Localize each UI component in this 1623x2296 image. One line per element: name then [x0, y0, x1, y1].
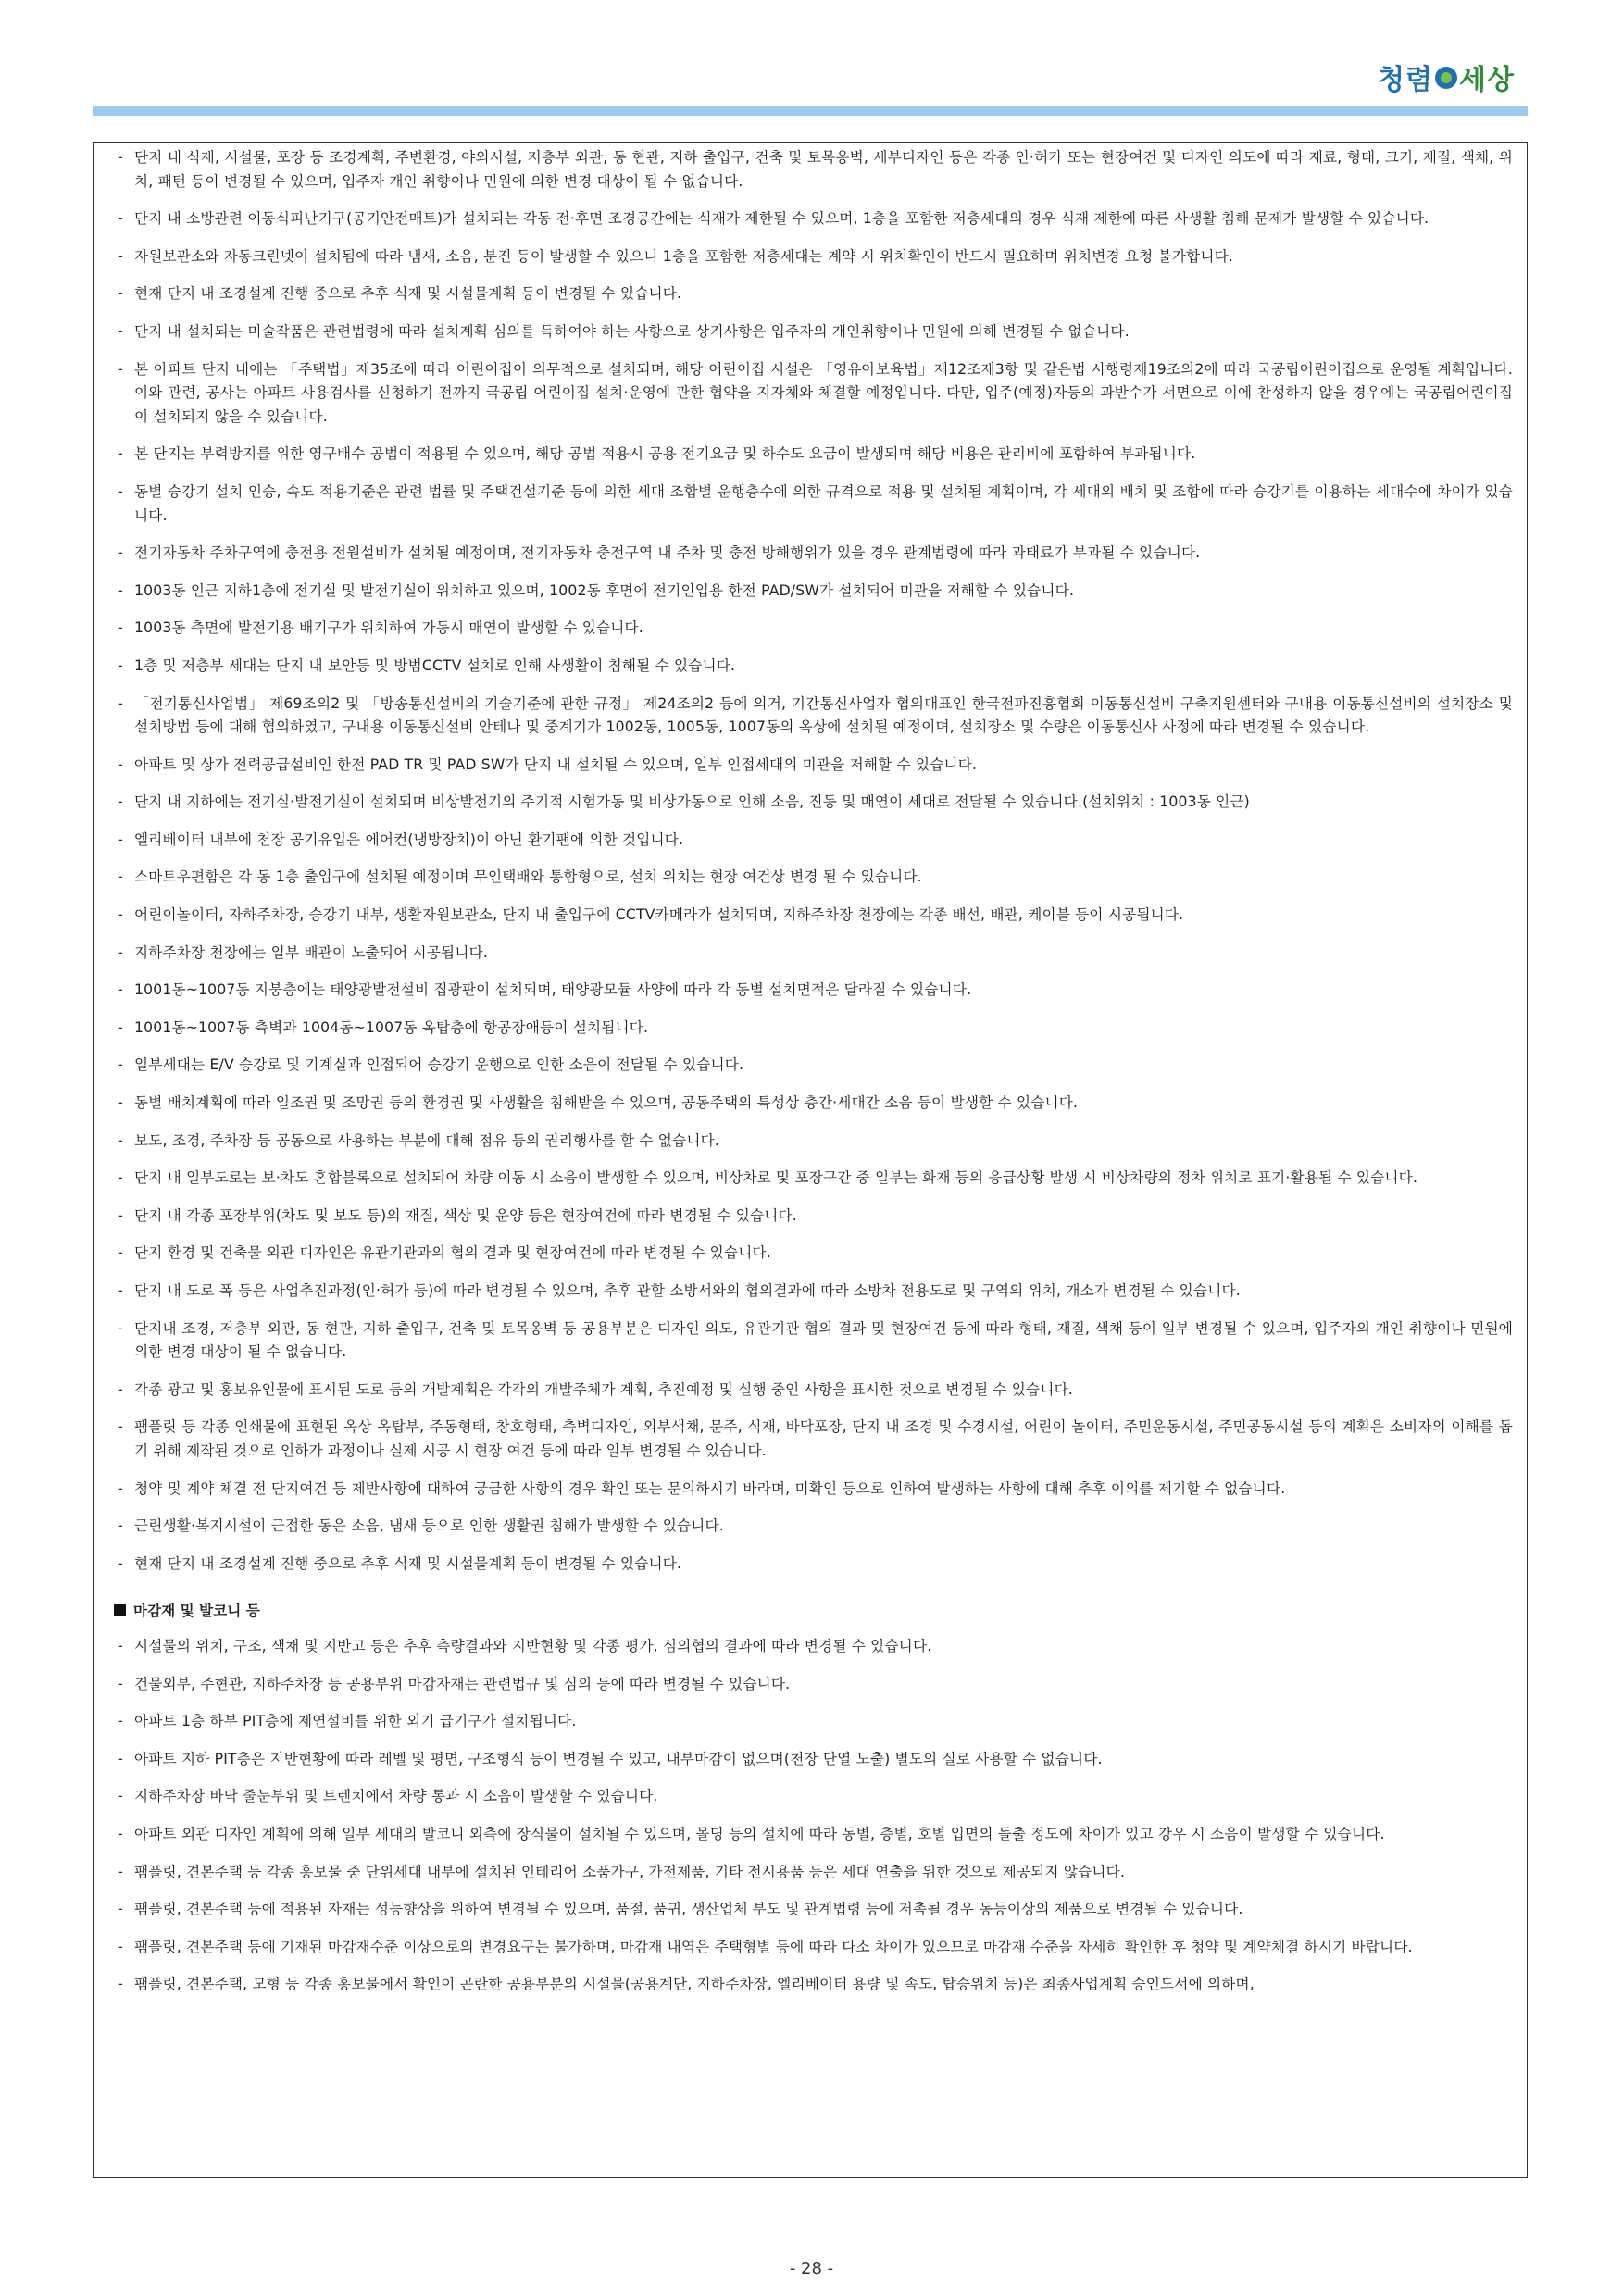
notice-item: - 단지 내 식재, 시설물, 포장 등 조경계획, 주변환경, 야외시설, 저층부 외관, 동 현관, 지하 출입구, 건축 및 토목옹벽, 세부디자인 등은 각종 인·허가 또는 현장여건 및 디자인 의도에 따라 재료, 형태, 크기, 재질, 색채, 위치, 패턴 등이 변경될 수 있으며, 입주자 개인 취향이나 민원에 의한 변경 대상이 될 수 없습니다.: [108, 146, 1513, 193]
notice-item: - 단지 내 도로 폭 등은 사업추진과정(인‧허가 등)에 따라 변경될 수 있으며, 추후 관할 소방서와의 협의결과에 따라 소방차 전용도로 및 구역의 위치, 개소가 변경될 수 있습니다.: [108, 1279, 1513, 1304]
notice-list: [108, 146, 1513, 1576]
notice-item: - 「전기통신사업법」 제69조의2 및 「방송통신설비의 기술기준에 관한 규정」 제24조의2 등에 의거, 기간통신사업자 협의대표인 한국전파진흥협회 이동통신설비 구축지원센터와 구내용 이동통신설비의 설치장소 및 설치방법 등에 대해 협의하였고, 구내용 이동통신설비 안테나 및 중계기가 1002동, 1005동, 1007동의 옥상에 설치될 예정이며, 설치장소 및 수량은 이동통신사 사정에 따라 변경될 수 있습니다.: [108, 693, 1513, 740]
notice-item: - 청약 및 계약 체결 전 단지여건 등 제반사항에 대하여 궁금한 사항의 경우 확인 또는 문의하시기 바라며, 미확인 등으로 인하여 발생하는 사항에 대해 추후 이의를 제기할 수 없습니다.: [108, 1478, 1513, 1502]
notice-item: - 아파트 외관 디자인 계획에 의해 일부 세대의 발코니 외측에 장식물이 설치될 수 있으며, 몰딩 등의 설치에 따라 동별, 층별, 호별 입면의 돌출 정도에 차이가 있고 강우 시 소음이 발생할 수 있습니다.: [108, 1823, 1513, 1847]
notice-item: - 엘리베이터 내부에 천장 공기유입은 에어컨(냉방장치)이 아닌 환기팬에 의한 것입니다.: [108, 829, 1513, 853]
finish-notice-list: [108, 1635, 1513, 1997]
notice-item: - 단지 내 소방관련 이동식피난기구(공기안전매트)가 설치되는 각동 전·후면 조경공간에는 식재가 제한될 수 있으며, 1층을 포함한 저층세대의 경우 식재 제한에 따른 사생활 침해 문제가 발생할 수 있습니다.: [108, 207, 1513, 231]
notice-item: - 지하주차장 천장에는 일부 배관이 노출되어 시공됩니다.: [108, 942, 1513, 966]
logo-text-left: 청렴: [1378, 64, 1433, 96]
notice-item: - 시설물의 위치, 구조, 색채 및 지반고 등은 추후 측량결과와 지반현황 및 각종 평가, 심의협의 결과에 따라 변경될 수 있습니다.: [108, 1635, 1513, 1659]
notice-item: - 아파트 1층 하부 PIT층에 제연설비를 위한 외기 급기구가 설치됩니다.: [108, 1710, 1513, 1734]
notice-item: - 팸플릿, 견본주택 등에 기재된 마감재수준 이상으로의 변경요구는 불가하며, 마감재 내역은 주택형별 등에 따라 다소 차이가 있으므로 마감재 수준을 자세히 확인한 후 청약 및 계약체결 하시기 바랍니다.: [108, 1936, 1513, 1960]
section-heading: [108, 1600, 1513, 1624]
notice-item: - 1003동 인근 지하1층에 전기실 및 발전기실이 위치하고 있으며, 1002동 후면에 전기인입용 한전 PAD/SW가 설치되어 미관을 저해할 수 있습니다.: [108, 580, 1513, 604]
notice-item: - 현재 단지 내 조경설계 진행 중으로 추후 식재 및 시설물계획 등이 변경될 수 있습니다.: [108, 282, 1513, 306]
notice-item: - 1층 및 저층부 세대는 단지 내 보안등 및 방범CCTV 설치로 인해 사생활이 침해될 수 있습니다.: [108, 655, 1513, 679]
notice-item: - 스마트우편함은 각 동 1층 출입구에 설치될 예정이며 무인택배와 통합형으로, 설치 위치는 현장 여건상 변경 될 수 있습니다.: [108, 866, 1513, 890]
notice-item: - 일부세대는 E/V 승강로 및 기계실과 인접되어 승강기 운행으로 인한 소음이 전달될 수 있습니다.: [108, 1054, 1513, 1078]
notice-box: [93, 142, 1528, 2178]
notice-item: - 동별 승강기 설치 인승, 속도 적용기준은 관련 법률 및 주택건설기준 등에 의한 세대 조합별 운행층수에 의한 규격으로 적용 및 설치될 계획이며, 각 세대의 배치 및 조합에 따라 승강기를 이용하는 세대수에 차이가 있습니다.: [108, 480, 1513, 528]
notice-item: - 1003동 측면에 발전기용 배기구가 위치하여 가동시 매연이 발생할 수 있습니다.: [108, 617, 1513, 641]
notice-item: - 팸플릿 등 각종 인쇄물에 표현된 옥상 옥탑부, 주동형태, 창호형태, 측벽디자인, 외부색채, 문주, 식재, 바닥포장, 단지 내 조경 및 수경시설, 어린이 놀이터, 주민운동시설, 주민공동시설 등의 계획은 소비자의 이해를 돕기 위해 제작된 것으로 인하가 과정이나 실제 시공 시 현장 여건 등에 따라 일부 변경될 수 있습니다.: [108, 1416, 1513, 1463]
notice-item: - 단지 내 일부도로는 보·차도 혼합블록으로 설치되어 차량 이동 시 소음이 발생할 수 있으며, 비상차로 및 포장구간 중 일부는 화재 등의 응급상황 발생 시 비상차량의 정차 위치로 표기·활용될 수 있습니다.: [108, 1167, 1513, 1191]
notice-item: - 지하주차장 바닥 줄눈부위 및 트렌치에서 차량 통과 시 소음이 발생할 수 있습니다.: [108, 1785, 1513, 1809]
header-divider-bar: [93, 106, 1528, 116]
logo-text-right: 세상: [1458, 64, 1515, 96]
notice-item: - 단지 내 각종 포장부위(차도 및 보도 등)의 재질, 색상 및 운양 등은 현장여건에 따라 변경될 수 있습니다.: [108, 1204, 1513, 1229]
notice-item: - 단지 내 설치되는 미술작품은 관련법령에 따라 설치계획 심의를 득하여야 하는 사항으로 상기사항은 입주자의 개인취향이나 민원에 의해 변경될 수 없습니다.: [108, 320, 1513, 344]
notice-item: - 본 아파트 단지 내에는 「주택법」제35조에 따라 어린이집이 의무적으로 설치되며, 해당 어린이집 시설은 「영유아보육법」제12조제3항 및 같은법 시행령제19조의2에 따라 국공립어린이집으로 운영될 계획입니다. 이와 관련, 공사는 아파트 사용검사를 신청하기 전까지 국공립 어린이집 설치·운영에 관한 협약을 지자체와 체결할 예정입니다. 다만, 입주(예정)자등의 과반수가 서면으로 이에 찬성하지 않을 경우에는 국공립어린이집이 설치되지 않을 수 있습니다.: [108, 358, 1513, 430]
notice-item: - 건물외부, 주현관, 지하주차장 등 공용부위 마감자재는 관련법규 및 심의 등에 따라 변경될 수 있습니다.: [108, 1673, 1513, 1697]
notice-item: - 팸플릿, 견본주택 등에 적용된 자재는 성능향상을 위하여 변경될 수 있으며, 품절, 품귀, 생산업체 부도 및 관계법령 등에 저촉될 경우 동등이상의 제품으로 변경될 수 있습니다.: [108, 1898, 1513, 1922]
notice-item: - 단지 내 지하에는 전기실·발전기실이 설치되며 비상발전기의 주기적 시험가동 및 비상가동으로 인해 소음, 진동 및 매연이 세대로 전달될 수 있습니다.(설치위치 : 1003동 인근): [108, 791, 1513, 815]
notice-item: - 팸플릿, 견본주택 등 각종 홍보물 중 단위세대 내부에 설치된 인테리어 소품가구, 가전제품, 기타 전시용품 등은 세대 연출을 위한 것으로 제공되지 않습니다.: [108, 1861, 1513, 1885]
notice-item: - 본 단지는 부력방지를 위한 영구배수 공법이 적용될 수 있으며, 해당 공법 적용시 공용 전기요금 및 하수도 요금이 발생되며 해당 비용은 관리비에 포함하여 부과됩니다.: [108, 443, 1513, 467]
notice-item: - 근린생활·복지시설이 근접한 동은 소음, 냄새 등으로 인한 생활권 침해가 발생할 수 있습니다.: [108, 1515, 1513, 1539]
notice-item: - 단지내 조경, 저층부 외관, 동 현관, 지하 출입구, 건축 및 토목옹벽 등 공용부분은 디자인 의도, 유관기관 협의 결과 및 현장여건 등에 따라 형태, 재질, 색채 등이 일부 변경될 수 있으며, 입주자의 개인 취향이나 민원에 의한 변경 대상이 될 수 없습니다.: [108, 1317, 1513, 1365]
notice-item: - 어린이놀이터, 자하주차장, 승강기 내부, 생활자원보관소, 단지 내 출입구에 CCTV카메라가 설치되며, 지하주차장 천장에는 각종 배선, 배관, 케이블 등이 시공됩니다.: [108, 904, 1513, 928]
notice-item: - 자원보관소와 자동크린넷이 설치됨에 따라 냄새, 소음, 분진 등이 발생할 수 있으니 1층을 포함한 저층세대는 계약 시 위치확인이 반드시 필요하며 위치변경 요청 불가합니다.: [108, 245, 1513, 269]
emblem-icon: [1435, 67, 1457, 89]
notice-item: - 단지 환경 및 건축물 외관 디자인은 유관기관과의 협의 결과 및 현장여건에 따라 변경될 수 있습니다.: [108, 1242, 1513, 1266]
page-number: - 28 -: [789, 2259, 834, 2278]
header-logo: [1378, 56, 1517, 98]
notice-item: - 전기자동차 주차구역에 충전용 전원설비가 설치될 예정이며, 전기자동차 충전구역 내 주차 및 충전 방해행위가 있을 경우 관계법령에 따라 과태료가 부과될 수 있습니다.: [108, 542, 1513, 566]
notice-item: - 아파트 및 상가 전력공급설비인 한전 PAD TR 및 PAD SW가 단지 내 설치될 수 있으며, 일부 인접세대의 미관을 저해할 수 있습니다.: [108, 754, 1513, 778]
notice-item: - 1001동~1007동 지붕층에는 태양광발전설비 집광판이 설치되며, 태양광모듈 사양에 따라 각 동별 설치면적은 달라질 수 있습니다.: [108, 979, 1513, 1003]
notice-item: - 현재 단지 내 조경설계 진행 중으로 추후 식재 및 시설물계획 등이 변경될 수 있습니다.: [108, 1553, 1513, 1577]
notice-item: - 아파트 지하 PIT층은 지반현황에 따라 레벨 및 평면, 구조형식 등이 변경될 수 있고, 내부마감이 없으며(천장 단열 노출) 별도의 실로 사용할 수 없습니다.: [108, 1748, 1513, 1772]
section-title: 마감재 및 발코니 등: [133, 1603, 260, 1620]
notice-item: - 보도, 조경, 주차장 등 공동으로 사용하는 부분에 대해 점유 등의 권리행사를 할 수 없습니다.: [108, 1129, 1513, 1154]
square-bullet-icon: [114, 1604, 126, 1616]
notice-item: - 각종 광고 및 홍보유인물에 표시된 도로 등의 개발계획은 각각의 개발주체가 계획, 추진예정 및 실행 중인 사항을 표시한 것으로 변경될 수 있습니다.: [108, 1379, 1513, 1403]
notice-item: - 1001동~1007동 측벽과 1004동~1007동 옥탑층에 항공장애등이 설치됩니다.: [108, 1017, 1513, 1041]
notice-item: - 팸플릿, 견본주택, 모형 등 각종 홍보물에서 확인이 곤란한 공용부분의 시설물(공용계단, 지하주차장, 엘리베이터 용량 및 속도, 탑승위치 등)은 최종사업계획 승인도서에 의하며,: [108, 1973, 1513, 1997]
notice-item: - 동별 배치계획에 따라 일조권 및 조망권 등의 환경권 및 사생활을 침해받을 수 있으며, 공동주택의 특성상 층간·세대간 소음 등이 발생할 수 있습니다.: [108, 1092, 1513, 1116]
